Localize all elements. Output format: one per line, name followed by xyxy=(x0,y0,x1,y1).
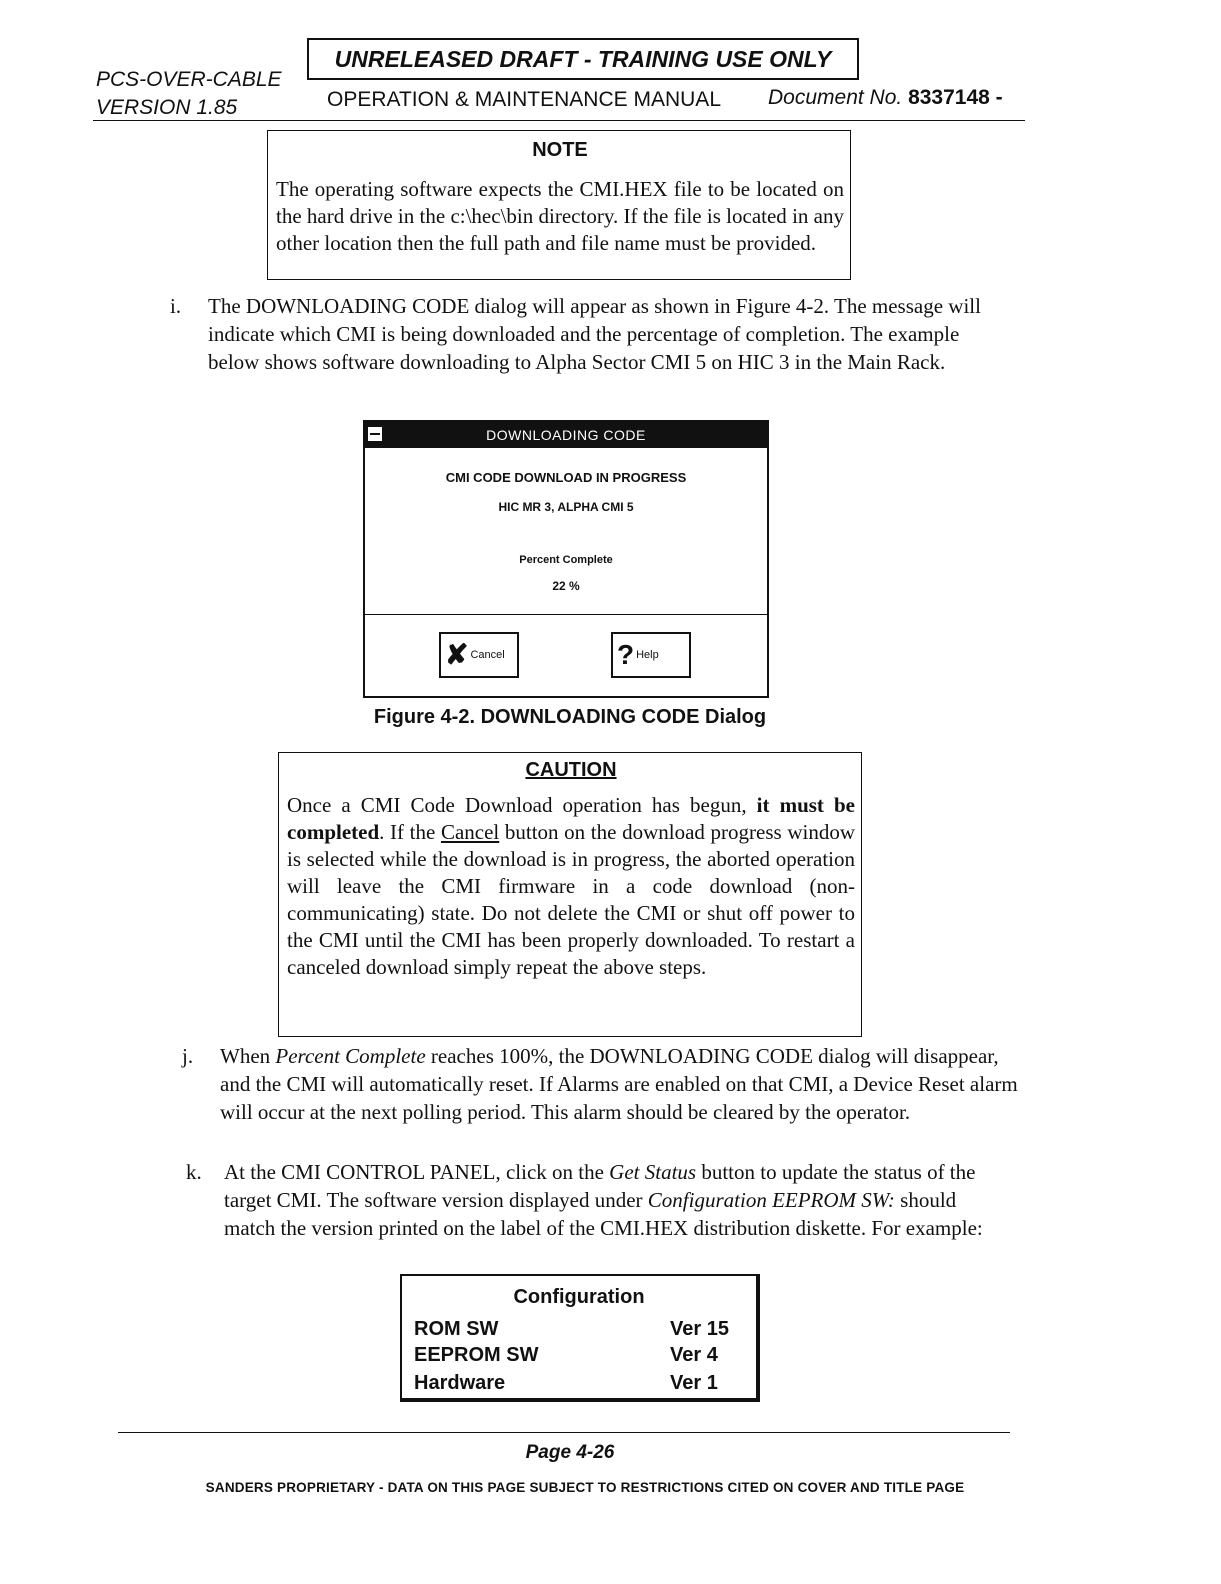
step-k xyxy=(186,1158,1006,1274)
document-number xyxy=(768,86,1003,110)
note-body: The operating software expects the CMI.HEX file to be located on the hard drive in the c:\hec\bin directory. If the file is located in any other location then the full path and file name must be provided. xyxy=(276,177,844,255)
cancel-button[interactable] xyxy=(439,632,519,678)
product-name: PCS-OVER-CABLE xyxy=(96,68,282,91)
caution-text-1: Once a CMI Code Download operation has begun, xyxy=(287,793,757,817)
caution-cancel-ref: Cancel xyxy=(440,820,500,844)
step-k-text-2: button to update the status of the target CMI. The software version displayed under xyxy=(224,1160,976,1212)
footer-rule xyxy=(118,1432,1010,1433)
step-i-text: The DOWNLOADING CODE dialog will appear as shown in Figure 4-2. The message will indicate which CMI is being downloaded and the percentage of completion. The example below shows software downloading to Alpha Sector CMI 5 on HIC 3 in the Main Rack. xyxy=(208,294,981,374)
page-number: Page 4-26 xyxy=(525,1442,615,1463)
caution-box xyxy=(278,752,862,1037)
percent-complete-value: 22 % xyxy=(552,579,580,593)
config-row-rom xyxy=(414,1318,736,1344)
draft-banner: UNRELEASED DRAFT - TRAINING USE ONLY xyxy=(307,38,859,80)
product-version: VERSION 1.85 xyxy=(96,96,238,119)
step-k-emphasis-2: Configuration EEPROM SW: xyxy=(647,1188,895,1212)
x-mark-icon: ✘ xyxy=(445,639,469,670)
config-label: Hardware xyxy=(414,1372,506,1394)
figure-caption: Figure 4-2. DOWNLOADING CODE Dialog xyxy=(373,706,767,728)
note-box xyxy=(267,130,851,280)
step-i xyxy=(170,292,986,410)
config-value: Ver 4 xyxy=(670,1344,718,1366)
cancel-button-label: Cancel xyxy=(470,649,505,661)
note-heading: NOTE xyxy=(532,139,588,161)
step-j-text xyxy=(220,1042,1018,1126)
help-button[interactable] xyxy=(611,632,691,678)
step-k-text-1: At the CMI CONTROL PANEL, click on the xyxy=(224,1160,610,1184)
header-rule xyxy=(93,120,1025,121)
dialog-status-line: CMI CODE DOWNLOAD IN PROGRESS xyxy=(445,470,687,485)
manual-title: OPERATION & MAINTENANCE MANUAL xyxy=(327,88,721,111)
step-k-text-3: should match the version printed on the label of the CMI.HEX distribution diskette. For example: xyxy=(224,1188,983,1240)
percent-complete-label: Percent Complete xyxy=(519,554,613,566)
document-number-value: 8337148 - xyxy=(908,86,1003,109)
caution-emphasis: it must be completed xyxy=(287,793,856,844)
step-j-text-1: When xyxy=(220,1044,276,1068)
step-k-emphasis-1: Get Status xyxy=(609,1160,697,1184)
document-number-label: Document No. xyxy=(768,86,903,109)
dialog-target-line: HIC MR 3, ALPHA CMI 5 xyxy=(498,500,634,514)
system-menu-icon[interactable] xyxy=(367,426,383,442)
config-value: Ver 15 xyxy=(670,1318,729,1340)
step-k-text xyxy=(224,1158,1006,1242)
config-row-hardware xyxy=(414,1372,736,1398)
question-mark-icon: ? xyxy=(617,639,635,670)
config-value: Ver 1 xyxy=(670,1372,718,1394)
caution-text-3: button on the download progress window is selected while the download is in progress, the aborted operation will leave the CMI firmware in a code download (non-communicating) state. Do not delete the CMI or shut off power to the CMI until the CMI has been properly downloaded. To restart a canceled download simply repeat the above steps. xyxy=(287,820,855,979)
config-label: EEPROM SW xyxy=(414,1344,539,1366)
config-row-eeprom xyxy=(414,1344,736,1370)
downloading-code-dialog xyxy=(363,420,769,698)
dialog-title: DOWNLOADING CODE xyxy=(486,427,646,443)
configuration-box xyxy=(400,1274,760,1402)
dialog-separator xyxy=(365,614,767,615)
config-label: ROM SW xyxy=(414,1318,499,1340)
step-j-text-2: reaches 100%, the DOWNLOADING CODE dialog will disappear, and the CMI will automatically reset. If Alarms are enabled on that CMI, a Device Reset alarm will occur at the next polling period. This alarm should be cleared by the operator. xyxy=(220,1044,1018,1124)
step-k-marker: k. xyxy=(186,1160,202,1184)
step-j-emphasis: Percent Complete xyxy=(275,1044,426,1068)
step-j-marker: j. xyxy=(182,1044,194,1068)
caution-text-2: . If the xyxy=(379,820,441,844)
caution-body xyxy=(287,792,855,981)
proprietary-notice: SANDERS PROPRIETARY - DATA ON THIS PAGE SUBJECT TO RESTRICTIONS CITED ON COVER AND TITLE PAGE xyxy=(205,1480,965,1495)
configuration-title: Configuration xyxy=(513,1286,645,1308)
dialog-titlebar xyxy=(365,422,767,448)
step-j xyxy=(182,1042,1018,1158)
caution-heading: CAUTION xyxy=(525,759,617,781)
step-i-marker: i. xyxy=(170,294,182,318)
help-button-label: Help xyxy=(636,649,659,661)
